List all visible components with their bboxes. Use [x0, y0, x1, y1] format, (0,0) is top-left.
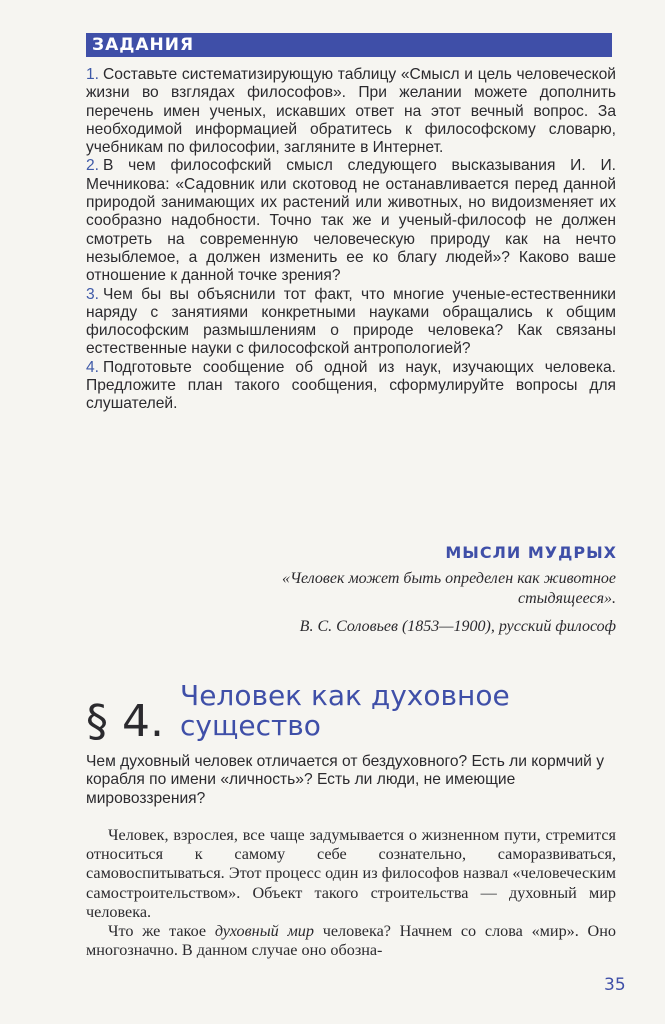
- wise-quote: [150, 569, 616, 609]
- wise-thoughts-heading: МЫСЛИ МУДРЫХ: [445, 543, 617, 562]
- body-term: духовный мир: [214, 922, 314, 941]
- task-number: 1.: [86, 66, 100, 83]
- task-item: [86, 286, 616, 359]
- task-number: 4.: [86, 358, 100, 376]
- tasks-banner: [86, 33, 612, 57]
- paragraph-title: [180, 681, 600, 741]
- task-item: [86, 157, 616, 285]
- wise-quote-line: стыдящееся».: [517, 590, 616, 607]
- task-text: В чем философский смысл следующего высказывания И. И. Мечникова: «Садовник или скотовод не останавливается перед данной природой занимающих их растений или животных, но видоизменяет их сообразно надобности. Точно так же и ученый-философ не должен смотреть на современную человеческую природу как на нечто незыблемое, а должен изменить ее ко благу людей»? Каково ваше отношение к данной точке зрения?: [86, 157, 616, 285]
- paragraph-title-line: существо: [180, 709, 321, 742]
- task-text: Чем бы вы объяснили тот факт, что многие ученые-естественники наряду с занятиями конкретными науками обращались к общим философским размышлениям о природе человека? Как связаны естественные науки с философской антропологией?: [86, 285, 616, 358]
- task-number: 2.: [86, 157, 100, 175]
- body-paragraph: [86, 922, 616, 960]
- task-number: 3.: [86, 285, 100, 303]
- body-text-fragment: Что же такое: [108, 922, 215, 941]
- page-number: 35: [604, 975, 626, 995]
- task-text: Подготовьте сообщение об одной из наук, изучающих человека. Предложите план такого сообщения, сформулируйте вопросы для слушателей.: [86, 358, 616, 413]
- task-text: Составьте систематизирующую таблицу «Смысл и цель человеческой жизни во взглядах философов». При желании можете дополнить перечень имен ученых, искавших ответ на этот вечный вопрос. За необходимой информацией обратитесь к философскому словарю, учебникам по философии, загляните в Интернет.: [86, 66, 616, 157]
- task-item: [86, 66, 616, 157]
- body-paragraph: Человек, взрослея, все чаще задумывается о жизненном пути, стремится относиться к самому себе сознательно, саморазвиваться, самовоспитываться. Этот процесс один из философов назвал «человеческим самостроительством». Объект такого строительства — духовный мир человека.: [86, 826, 616, 921]
- task-item: [86, 359, 616, 414]
- paragraph-intro-questions: Чем духовный человек отличается от бездуховного? Есть ли кормчий у корабля по имени «личность»? Есть ли люди, не имеющие мировоззрения?: [86, 753, 605, 807]
- paragraph-title-line: Человек как духовное: [180, 679, 510, 712]
- body-text: [86, 826, 616, 960]
- tasks-list: [86, 66, 616, 414]
- wise-quote-line: «Человек может быть определен как животное: [282, 570, 616, 587]
- tasks-title: ЗАДАНИЯ: [92, 35, 195, 55]
- paragraph-number: § 4.: [86, 696, 164, 747]
- body-text-fragment: человека? Начнем со слова «мир». Оно многозначно. В данном случае оно обозна-: [86, 922, 616, 960]
- wise-quote-author: В. С. Соловьев (1853—1900), русский философ: [299, 618, 616, 635]
